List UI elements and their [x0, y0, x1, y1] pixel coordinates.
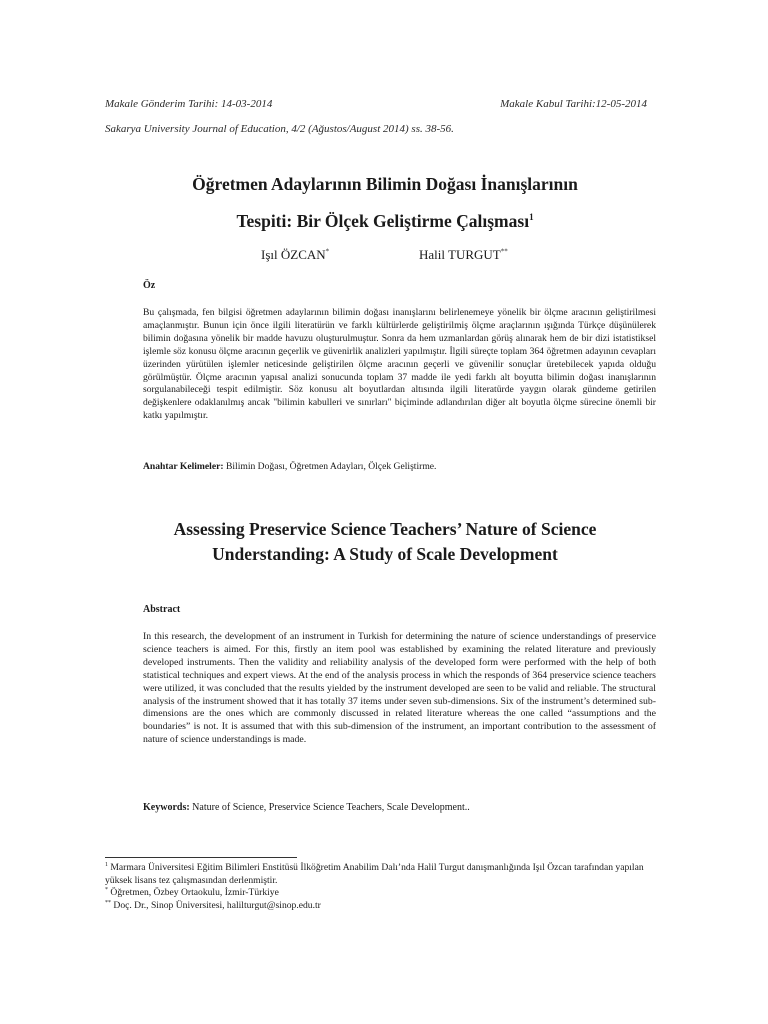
author-2-marker[interactable]: **	[500, 247, 508, 256]
english-title-line2: Understanding: A Study of Scale Development	[212, 544, 558, 564]
english-title	[105, 517, 665, 567]
turkish-keywords-label: Anahtar Kelimeler:	[143, 461, 224, 472]
title-footnote-marker[interactable]: 1	[529, 212, 534, 223]
oz-heading: Öz	[143, 280, 156, 291]
english-title-line1: Assessing Preservice Science Teachers’ Nature of Science	[173, 519, 597, 539]
submission-dates	[105, 98, 647, 110]
footnote-3-marker: **	[105, 899, 111, 906]
submitted-date: Makale Gönderim Tarihi: 14-03-2014	[105, 98, 273, 110]
footnote-1-text: Marmara Üniversitesi Eğitim Bilimleri Enstitüsü İlköğretim Anabilim Dalı’nda Halil Turgut danışmanlığında Işıl Özcan tarafından yapılan yüksek lisans tez çalışmasından derlenmiştir.	[105, 862, 644, 886]
turkish-keywords	[143, 461, 656, 472]
journal-citation: Sakarya University Journal of Education, 4/2 (Ağustos/August 2014) ss. 38-56.	[105, 123, 454, 135]
english-keywords	[143, 802, 656, 813]
footnote-2-text: Öğretmen, Özbey Ortaokulu, İzmir-Türkiye	[108, 887, 279, 899]
author-2-name: Halil TURGUT	[419, 247, 501, 262]
turkish-title-text: Tespiti: Bir Ölçek Geliştirme Çalışması	[236, 211, 530, 231]
footnote-divider	[105, 857, 297, 858]
english-keywords-label: Keywords:	[143, 802, 190, 813]
turkish-title-line2	[105, 211, 665, 232]
footnote-1-marker: 1	[105, 861, 108, 868]
author-1-name: Işıl ÖZCAN	[261, 247, 326, 262]
turkish-keywords-text: Bilimin Doğası, Öğretmen Adayları, Ölçek Geliştirme.	[223, 461, 437, 472]
footnotes	[105, 862, 665, 912]
turkish-abstract: Bu çalışmada, fen bilgisi öğretmen adaylarının bilimin doğası inanışlarını belirlenemeye yönelik bir ölçme aracının geliştirilmesi amaçlanmıştır. Bunun için önce ilgili literatürün ve farklı kültürlerde geliştirilmiş ölçme araçlarının ışığında Türkçe düşünülerek bilimin doğasına yönelik bir madde havuzu oluşturulmuştur. Sonra da hem uzmanlardan görüş alınarak hem de bir dizi istatistiksel işlemle söz konusu ölçme aracının geçerlik ve güvenirlik analizleri yapılmıştır. İlgili süreçte toplam 364 öğretmen adayının cevapları üzerinden yürütülen işlemler neticesinde geliştirilen ölçme aracının geçerli ve güvenilir sonuçlar üretebilecek yapıda olduğu görülmüştür. Ölçme aracının yapısal analizi sonucunda toplam 37 madde ile yedi farklı alt boyutta bilimin doğası inanışlarının sorgulanabileceği tespit edilmiştir. Söz konusu alt boyutlardan altısında ilgili literatürde yaygın olarak gündeme getirilen değişkenlere odaklanılmış ancak "bilimin kabulleri ve sınırları" biçiminde adlandırılan diğer alt boyutla ölçme sürecine önemli bir katkı yapılmıştır.	[143, 307, 656, 422]
accepted-date: Makale Kabul Tarihi:12-05-2014	[500, 98, 647, 110]
english-keywords-text: Nature of Science, Preservice Science Teachers, Scale Development..	[189, 802, 470, 813]
author-1	[261, 247, 329, 263]
author-2	[419, 247, 508, 263]
footnote-3	[105, 900, 665, 913]
footnote-3-text[interactable]: Doç. Dr., Sinop Üniversitesi, halilturgut@sinop.edu.tr	[111, 899, 321, 911]
abstract-heading: Abstract	[143, 604, 181, 615]
english-abstract: In this research, the development of an instrument in Turkish for determining the nature of science understandings of preservice science teachers is aimed. For this, firstly an item pool was established by examining the related literature and previously developed instruments. Then the validity and reliability analysis of the developed form were performed with the help of both statistical techniques and expert views. At the end of the analysis process in which the responds of 364 preservice science teachers were utilized, it was concluded that the results yielded by the instrument developed are seen to be valid and reliable. The structural analysis of the instrument showed that it has totally 37 items under seven sub-dimensions. Six of the instrument’s determined sub-dimensions are the ones which are commonly discussed in related literature whereas the one called “assumptions and the boundaries” is not. It is assumed that with this sub-dimension of the instrument, an important contribution to the assessment of nature of science understandings is made.	[143, 631, 656, 746]
footnote-2	[105, 887, 665, 900]
footnote-2-marker: *	[105, 887, 108, 893]
turkish-title-line1: Öğretmen Adaylarının Bilimin Doğası İnanışlarının	[192, 174, 578, 194]
footnote-1	[105, 862, 665, 887]
author-1-marker[interactable]: *	[325, 247, 330, 256]
